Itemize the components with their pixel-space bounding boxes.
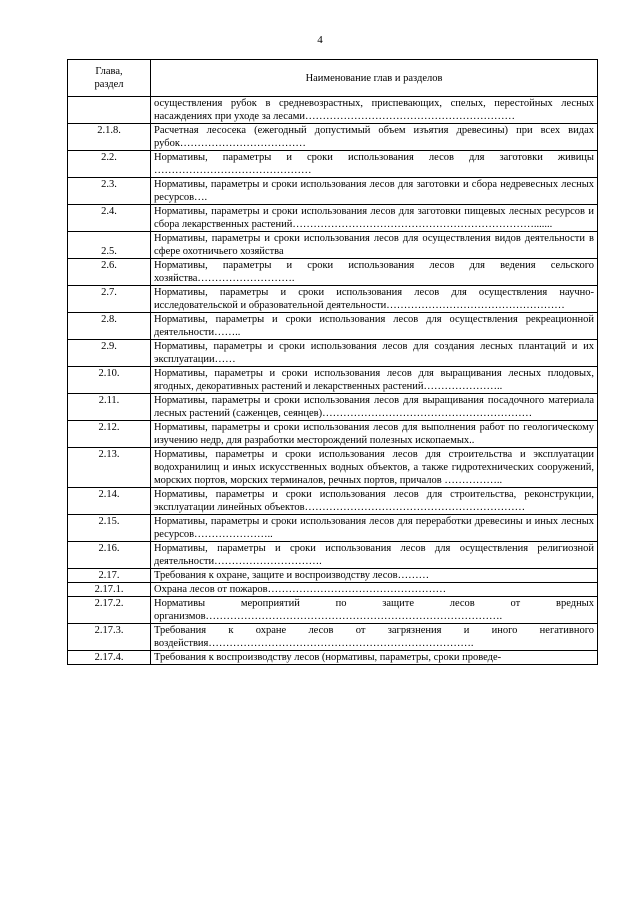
row-number [68, 97, 151, 124]
row-title: Нормативы, параметры и сроки использования лесов для заготовки живицы ……………………………………… [151, 151, 598, 178]
row-number: 2.8. [68, 313, 151, 340]
row-title: Нормативы, параметры и сроки использования лесов для выращивания посадочного материала лесных растений (саженцев, сеянцев)…………………………………………………… [151, 394, 598, 421]
table-row [68, 421, 598, 448]
row-title: Нормативы, параметры и сроки использования лесов для осуществления научно-исследовательской и образовательной деятельности…………………………………………… [151, 286, 598, 313]
table-row [68, 205, 598, 232]
row-title: Нормативы, параметры и сроки использования лесов для выращивания лесных плодовых, ягодных, декоративных растений и лекарственных растений………………….. [151, 367, 598, 394]
table-row [68, 624, 598, 651]
row-title: Нормативы, параметры и сроки использования лесов для заготовки и сбора недревесных лесных ресурсов…. [151, 178, 598, 205]
row-title: Нормативы, параметры и сроки использования лесов для ведения сельского хозяйства………………………. [151, 259, 598, 286]
table-row [68, 569, 598, 583]
row-title: Нормативы, параметры и сроки использования лесов для создания лесных плантаций и их эксплуатации…… [151, 340, 598, 367]
table-row [68, 394, 598, 421]
row-title: осуществления рубок в средневозрастных, приспевающих, спелых, перестойных лесных насаждениях при уходе за лесами…………………………………………………… [151, 97, 598, 124]
row-number: 2.17. [68, 569, 151, 583]
header-chapter-label: Глава, [95, 66, 123, 77]
table-row [68, 515, 598, 542]
contents-table [67, 59, 598, 665]
row-number: 2.17.1. [68, 583, 151, 597]
table-row [68, 583, 598, 597]
header-title: Наименование глав и разделов [151, 60, 598, 97]
row-title: Расчетная лесосека (ежегодный допустимый объем изъятия древесины) при всех видах рубок……………………………… [151, 124, 598, 151]
row-title: Нормативы мероприятий по защите лесов от вредных организмов…………………………………………………………………………. [151, 597, 598, 624]
table-row [68, 124, 598, 151]
table-row [68, 367, 598, 394]
row-number: 2.17.4. [68, 651, 151, 665]
row-title: Нормативы, параметры и сроки использования лесов для строительства, реконструкции, эксплуатации линейных объектов……………………………………………………… [151, 488, 598, 515]
row-title: Охрана лесов от пожаров…………………………………………… [151, 583, 598, 597]
row-title: Требования к охране, защите и воспроизводству лесов……… [151, 569, 598, 583]
row-number: 2.17.2. [68, 597, 151, 624]
row-number: 2.15. [68, 515, 151, 542]
row-number: 2.17.3. [68, 624, 151, 651]
row-number: 2.11. [68, 394, 151, 421]
row-number: 2.3. [68, 178, 151, 205]
table-row [68, 542, 598, 569]
row-number: 2.16. [68, 542, 151, 569]
row-title: Нормативы, параметры и сроки использования лесов для осуществления рекреационной деятельности…….. [151, 313, 598, 340]
row-number: 2.5. [68, 232, 151, 259]
table-row [68, 97, 598, 124]
row-number: 2.12. [68, 421, 151, 448]
table-row [68, 597, 598, 624]
row-title: Требования к охране лесов от загрязнения и иного негативного воздействия…………………………………………………………………. [151, 624, 598, 651]
row-number: 2.6. [68, 259, 151, 286]
row-number: 2.1.8. [68, 124, 151, 151]
row-title: Требования к воспроизводству лесов (нормативы, параметры, сроки проведе- [151, 651, 598, 665]
table-row [68, 448, 598, 488]
table-row [68, 488, 598, 515]
row-number: 2.14. [68, 488, 151, 515]
row-number: 2.4. [68, 205, 151, 232]
page-number: 4 [317, 34, 323, 46]
row-title: Нормативы, параметры и сроки использования лесов для заготовки пищевых лесных ресурсов и сбора лекарственных растений……………………………………………………………....... [151, 205, 598, 232]
row-number: 2.13. [68, 448, 151, 488]
table-row [68, 151, 598, 178]
row-title: Нормативы, параметры и сроки использования лесов для строительства и эксплуатации водохранилищ и иных искусственных водных объектов, а также гидротехнических сооружений, морских портов, морских терминалов, речных портов, причалов …………….. [151, 448, 598, 488]
row-title: Нормативы, параметры и сроки использования лесов для осуществления видов деятельности в сфере охотничьего хозяйства [151, 232, 598, 259]
row-title: Нормативы, параметры и сроки использования лесов для переработки древесины и иных лесных ресурсов………………….. [151, 515, 598, 542]
row-title: Нормативы, параметры и сроки использования лесов для выполнения работ по геологическому изучению недр, для разработки месторождений полезных ископаемых.. [151, 421, 598, 448]
table-row [68, 286, 598, 313]
header-chapter-section [68, 60, 151, 97]
header-section-label: раздел [94, 79, 124, 90]
row-number: 2.2. [68, 151, 151, 178]
table-header-row [68, 60, 598, 97]
row-number: 2.7. [68, 286, 151, 313]
table-row [68, 259, 598, 286]
row-number: 2.10. [68, 367, 151, 394]
table-row [68, 178, 598, 205]
table-row [68, 651, 598, 665]
row-number: 2.9. [68, 340, 151, 367]
table-row [68, 232, 598, 259]
table-row [68, 340, 598, 367]
table-row [68, 313, 598, 340]
row-title: Нормативы, параметры и сроки использования лесов для осуществления религиозной деятельности…………………………. [151, 542, 598, 569]
